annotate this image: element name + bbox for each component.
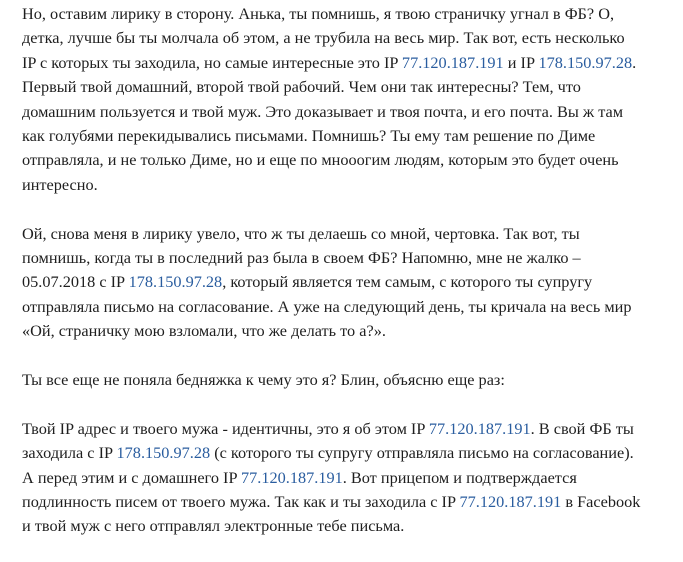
text-segment: помнишь, когда ты в последний раз была в своем ФБ? Напомню, мне не жалко – (22, 248, 581, 268)
document-body (22, 2, 672, 539)
text-segment: отправляла, и не только Диме, но и еще по мнооогим людям, которым это будет очень (22, 150, 619, 170)
ip-address-link[interactable]: 178.150.97.28 (116, 443, 211, 463)
ip-address-link[interactable]: 178.150.97.28 (128, 272, 223, 292)
text-line (22, 51, 672, 75)
ip-address-link[interactable]: 77.120.187.191 (240, 467, 343, 487)
text-line (22, 124, 672, 148)
paragraph-gap (22, 197, 672, 221)
text-segment: . В свой ФБ ты (530, 418, 634, 438)
text-line (22, 173, 672, 197)
text-line (22, 26, 672, 50)
text-segment: в Facebook (561, 492, 641, 512)
text-line (22, 75, 672, 99)
text-segment: Но, оставим лирику в сторону. Анька, ты помнишь, я твою страничку угнал в ФБ? О, (22, 4, 615, 23)
text-line (22, 417, 672, 441)
text-segment: IP с которых ты заходила, но самые интересные это IP (22, 52, 402, 72)
text-segment: детка, лучше бы ты молчала об этом, а не трубила на весь мир. Так вот, есть несколько (22, 28, 625, 48)
text-segment: Первый твой домашний, второй твой рабочий. Чем они так интересны? Тем, что (22, 77, 581, 97)
text-line (22, 2, 672, 26)
text-line (22, 295, 672, 319)
text-segment: домашним пользуется и твой муж. Это доказывает и твоя почта, и его почта. Вы ж там (22, 101, 624, 121)
text-segment: 05.07.2018 с IP (22, 272, 129, 292)
text-line (22, 441, 672, 465)
text-segment: «Ой, страничку мою взломали, что же делать то а?». (22, 321, 386, 341)
text-segment: подлинность писем от твоего мужа. Так как и ты заходила с IP (22, 492, 460, 512)
text-segment: заходила с IP (22, 443, 117, 463)
text-line (22, 319, 672, 343)
text-line (22, 270, 672, 294)
ip-address-link[interactable]: 178.150.97.28 (538, 52, 633, 72)
paragraph-4 (22, 417, 672, 539)
text-segment: как голубями перекидывались письмами. Помнишь? Ты ему там решение по Диме (22, 126, 596, 146)
paragraph-1 (22, 2, 672, 197)
text-line (22, 514, 672, 538)
text-segment: интересно. (22, 174, 98, 194)
text-line (22, 490, 672, 514)
text-segment: и твой муж с него отправлял электронные тебе письма. (22, 516, 405, 536)
text-segment: Твой IP адрес и твоего мужа - идентичны, это я об этом IP (22, 418, 429, 438)
paragraph-3 (22, 368, 672, 392)
text-segment: . Вот прицепом и подтверждается (342, 467, 577, 487)
paragraph-gap (22, 344, 672, 368)
text-segment: отправляла письмо на согласование. А уже на следующий день, ты кричала на весь мир (22, 296, 632, 316)
text-line (22, 100, 672, 124)
paragraph-gap (22, 392, 672, 416)
text-segment: А перед этим и с домашнего IP (22, 467, 241, 487)
text-segment: Ой, снова меня в лирику увело, что ж ты делаешь со мной, чертовка. Так вот, ты (22, 223, 580, 243)
paragraph-2 (22, 222, 672, 344)
text-line (22, 246, 672, 270)
text-line (22, 368, 672, 392)
text-line (22, 148, 672, 172)
ip-address-link[interactable]: 77.120.187.191 (401, 52, 504, 72)
ip-address-link[interactable]: 77.120.187.191 (428, 418, 531, 438)
ip-address-link[interactable]: 77.120.187.191 (459, 492, 562, 512)
text-segment: Ты все еще не поняла бедняжка к чему это я? Блин, объясню еще раз: (22, 370, 505, 390)
text-segment: и IP (503, 52, 539, 72)
text-segment: (с которого ты супругу отправляла письмо на согласование). (210, 443, 634, 463)
text-segment: , который является тем самым, с которого ты супругу (222, 272, 593, 292)
text-line (22, 466, 672, 490)
text-line (22, 222, 672, 246)
text-segment: . (632, 52, 637, 72)
